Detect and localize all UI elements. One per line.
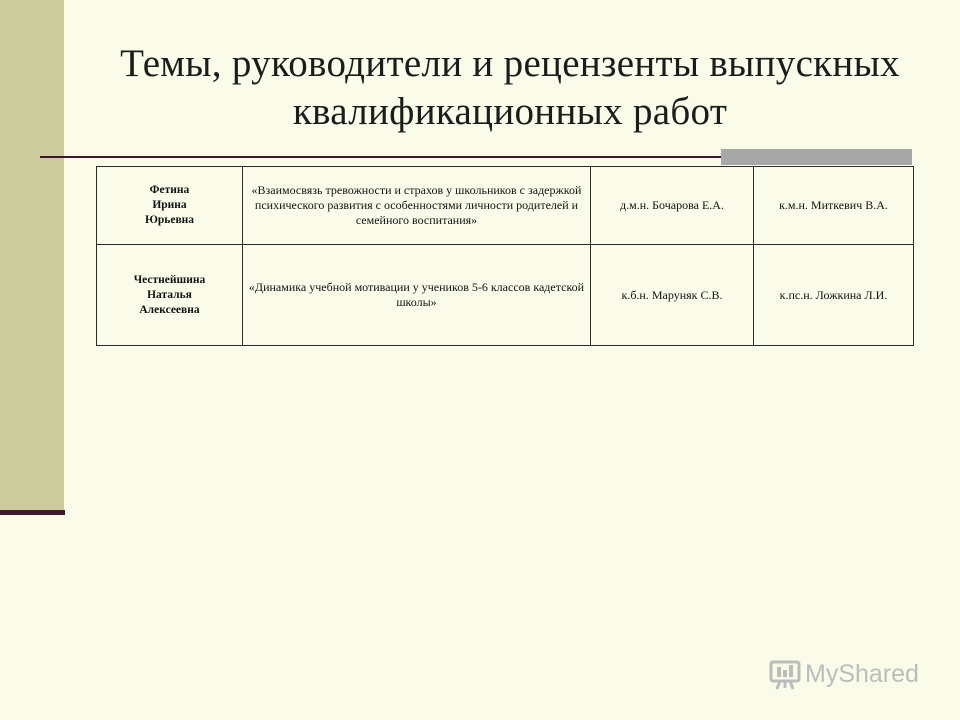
thesis-table [96, 166, 914, 346]
decorative-sidebar [0, 0, 64, 510]
student-name-cell [97, 245, 243, 346]
presentation-icon [768, 657, 802, 691]
supervisor-cell: к.б.н. Маруняк С.В. [591, 245, 754, 346]
student-surname: Фетина [149, 184, 190, 196]
watermark-text: MyShared [805, 659, 919, 688]
reviewer-cell: к.пс.н. Ложкина Л.И. [754, 245, 914, 346]
watermark-logo [768, 656, 919, 692]
student-name-cell [97, 167, 243, 245]
supervisor-cell: д.м.н. Бочарова Е.А. [591, 167, 754, 245]
student-first-name: Ирина [152, 199, 187, 211]
title-divider-accent [721, 149, 912, 165]
table-row [97, 245, 914, 346]
thesis-topic-cell: «Динамика учебной мотивации у учеников 5-6 классов кадетской школы» [243, 245, 591, 346]
student-patronymic: Алексеевна [139, 303, 200, 316]
decorative-sidebar-underline [0, 510, 65, 515]
slide-title: Темы, руководители и рецензенты выпускных квалификационных работ [120, 42, 900, 133]
student-surname: Честнейшина [133, 273, 206, 286]
thesis-topic-cell: «Взаимосвязь тревожности и страхов у школьников с задержкой психического развития с особенностями личности родителей и семейного воспитания» [243, 167, 591, 245]
student-first-name: Наталья [147, 288, 192, 301]
table-row [97, 167, 914, 245]
student-patronymic: Юрьевна [144, 214, 195, 226]
reviewer-cell: к.м.н. Миткевич В.А. [754, 167, 914, 245]
